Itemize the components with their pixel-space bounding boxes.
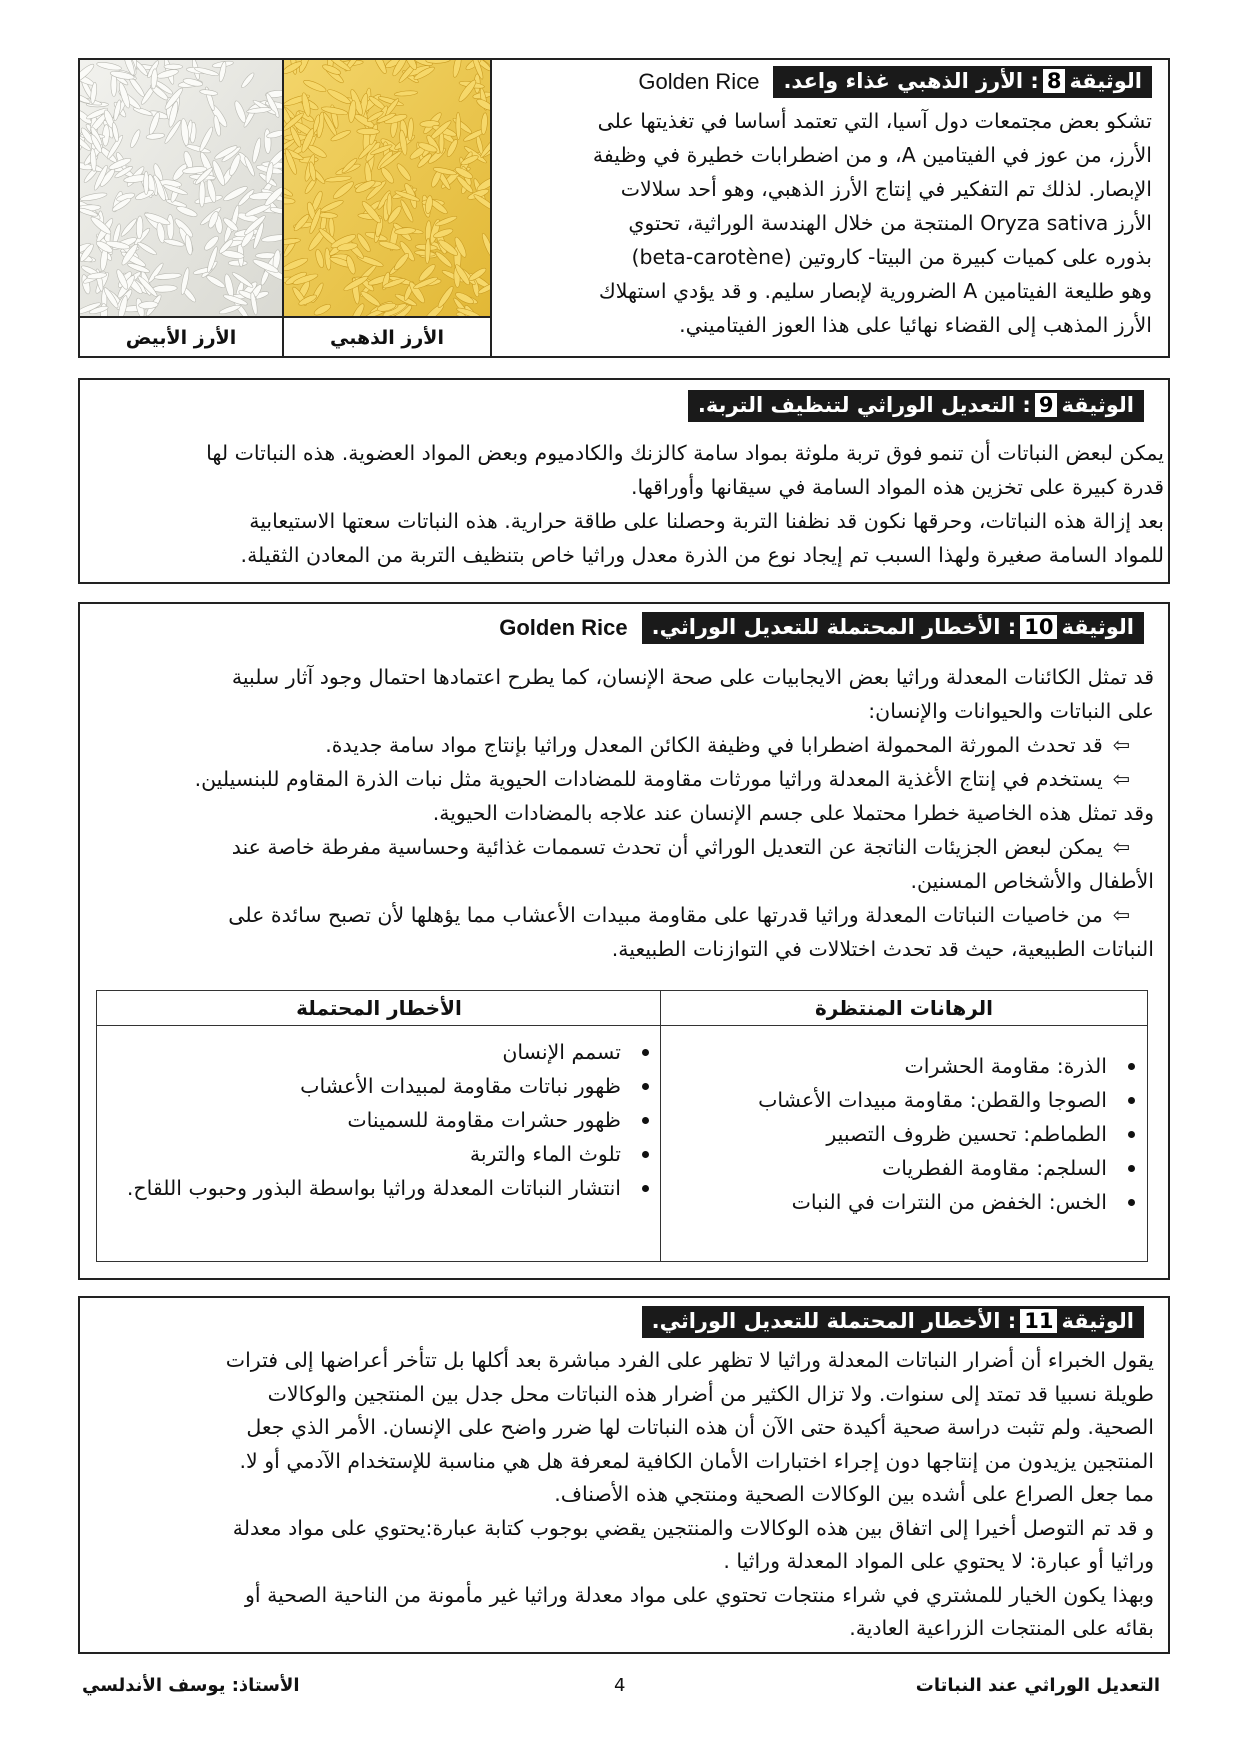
doc10-title-latin: Golden Rice [499, 615, 628, 640]
doc8-title [638, 66, 1152, 98]
text-line: الأرز، من عوز في الفيتامين A، و من اضطرابات خطيرة في وظيفة [592, 143, 1152, 167]
text-line: طويلة نسبيا قد تمتد إلى سنوات. ولا تزال الكثير من أضرار هذه النباتات محل جدل بين المنتجين والوكالات [267, 1381, 1154, 1406]
document-10 [78, 602, 1170, 1280]
text-line: بعد إزالة هذه النباتات، وحرقها نكون قد نظفنا التربة وحصلنا على طاقة حرارية. هذه النباتات سعتها الاستيعابية [249, 509, 1164, 533]
list-item: الطماطم: تحسين ظروف التصبير [671, 1117, 1107, 1151]
doc10-title [499, 612, 1144, 644]
rice-images-panel [80, 60, 490, 356]
doc10-title-bar: الوثيقة10: الأخطار المحتملة للتعديل الوراثي. [642, 612, 1144, 644]
list-item: ظهور حشرات مقاومة للسمينات [107, 1103, 621, 1137]
text-line: و قد تم التوصل أخيرا إلى اتفاق بين هذه الوكالات والمنتجين يقضي بوجوب كتابة عبارة:يحتوي على مواد معدلة [232, 1515, 1154, 1540]
text-line: مما جعل الصراع على أشده بين الوكالات الصحية ومنتجي هذه الأصناف. [554, 1482, 1154, 1506]
text-line: يقول الخبراء أن أضرار النباتات المعدلة وراثيا لا تظهر على الفرد مباشرة بعد أكلها بل تتأخر أعراضها إلى فترات [225, 1348, 1154, 1372]
risk-point: ⇦يمكن لبعض الجزيئات الناتجة عن التعديل الوراثي أن تحدث تسممات غذائية وحساسية مفرطة خاصة عند [231, 835, 1130, 859]
text-line: قدرة كبيرة على تخزين هذه المواد السامة في سيقانها وأوراقها. [630, 475, 1164, 499]
golden-rice-image [284, 60, 490, 316]
doc11-title-bar: الوثيقة11: الأخطار المحتملة للتعديل الوراثي. [642, 1306, 1144, 1338]
list-item: الذرة: مقاومة الحشرات [671, 1049, 1107, 1083]
list-item: الخس: الخفض من النترات في النبات [671, 1185, 1107, 1219]
text-line: تشكو بعض مجتمعات دول آسيا، التي تعتمد أساسا في تغذيتها على [597, 109, 1152, 133]
text-line: للمواد السامة صغيرة ولهذا السبب تم إيجاد نوع من الذرة معدل وراثيا خاص بتنظيف التربة من المعادن الثقيلة. [240, 543, 1164, 567]
document-8 [78, 58, 1170, 358]
rice-grain [387, 193, 392, 215]
text-line: وقد تمثل هذه الخاصية خطرا محتملا على جسم الإنسان عند علاجه بالمضادات الحيوية. [432, 801, 1154, 825]
risk-point: ⇦من خاصيات النباتات المعدلة وراثيا قدرتها على مقاومة مبيدات الأعشاب مما يؤهلها لأن تصبح سائدة على [228, 903, 1130, 927]
text-line: المنتجين يزيدون من إنتاجها دون إجراء اختبارات الأمان الكافية لمعرفة هل هي مناسبة للإستخدام الآدمي أو لا. [239, 1448, 1154, 1473]
rice-grain [357, 128, 380, 135]
rice-grain [199, 180, 205, 207]
risks-list [97, 1035, 661, 1205]
list-item: ظهور نباتات مقاومة لمبيدات الأعشاب [107, 1069, 621, 1103]
text-line: الإبصار. لذلك تم التفكير في إنتاج الأرز الذهبي، وهو أحد سلالات [620, 177, 1152, 201]
risk-point: ⇦يستخدم في إنتاج الأغذية المعدلة وراثيا مورثات مقاومة للمضادات الحيوية مثل نبات الذرة المقاوم للبنسيلين. [194, 767, 1130, 791]
doc9-text [82, 436, 1164, 572]
risk-point: ⇦قد تحدث المورثة المحمولة اضطرابا في وظيفة الكائن المعدل وراثيا بإنتاج مواد سامة جديدة. [325, 733, 1130, 757]
text-line: الصحية. ولم تثبت دراسة صحية أكيدة حتى الآن أن هذه النباتات لها ضرر واضح على الإنسان. الأمر الذي جعل [246, 1415, 1154, 1439]
text-line: الأطفال والأشخاص المسنين. [910, 869, 1154, 893]
rice-grain [164, 64, 183, 69]
document-9 [78, 378, 1170, 584]
white-rice-caption: الأرز الأبيض [80, 316, 282, 358]
risks-column [97, 991, 661, 1261]
doc10-text [94, 660, 1154, 966]
rice-grain [144, 171, 149, 194]
text-line: يمكن لبعض النباتات أن تنمو فوق تربة ملوثة بمواد سامة كالزنك والكادميوم وبعض المواد العضوية. هذه النباتات لها [206, 441, 1164, 465]
list-item: انتشار النباتات المعدلة وراثيا بواسطة البذور وحبوب اللقاح. [107, 1171, 621, 1205]
stakes-column [660, 991, 1147, 1261]
doc9-title [688, 390, 1144, 422]
list-item: الصوجا والقطن: مقاومة مبيدات الأعشاب [671, 1083, 1107, 1117]
text-line: بقائه على المنتجات الزراعية العادية. [849, 1616, 1154, 1640]
text-line: وهو طليعة الفيتامين A الضرورية لإبصار سليم. و قد يؤدي استهلاك [598, 279, 1152, 303]
stakes-risks-table [96, 990, 1148, 1262]
rice-grain [228, 260, 247, 266]
stakes-header: الرهانات المنتظرة [661, 991, 1147, 1026]
text-line: الأرز Oryza sativa المنتجة من خلال الهندسة الوراثية، تحتوي [628, 211, 1152, 235]
doc9-title-bar: الوثيقة9: التعديل الوراثي لتنظيف التربة. [688, 390, 1144, 422]
footer-subject: التعديل الوراثي عند النباتات [915, 1675, 1160, 1696]
text-line: وراثيا أو عبارة: لا يحتوي على المواد المعدلة وراثيا . [723, 1549, 1154, 1573]
doc8-title-latin: Golden Rice [638, 69, 760, 94]
footer-teacher: الأستاذ: يوسف الأندلسي [82, 1675, 300, 1696]
doc11-title [642, 1306, 1144, 1338]
golden-rice-caption: الأرز الذهبي [284, 316, 490, 358]
text-line: على النباتات والحيوانات والإنسان: [868, 699, 1154, 723]
document-11 [78, 1296, 1170, 1654]
list-item: تسمم الإنسان [107, 1035, 621, 1069]
text-line: النباتات الطبيعية، حيث قد تحدث اختلالات في التوازنات الطبيعية. [611, 937, 1154, 961]
text-line: بذوره على كميات كبيرة من البيتا- كاروتين (beta-carotène) [631, 245, 1152, 269]
footer-page-number: 4 [614, 1675, 626, 1696]
list-item: تلوث الماء والتربة [107, 1137, 621, 1171]
text-line: وبهذا يكون الخيار للمشتري في شراء منتجات تحتوي على مواد معدلة وراثيا غير مأمونة من الناحية الصحية أو [244, 1582, 1154, 1607]
text-line: الأرز المذهب إلى القضاء نهائيا على هذا العوز الفيتاميني. [679, 313, 1152, 337]
doc8-title-bar: الوثيقة8: الأرز الذهبي غذاء واعد. [773, 66, 1152, 98]
text-line: قد تمثل الكائنات المعدلة وراثيا بعض الايجابيات على صحة الإنسان، كما يطرح اعتمادها احتمال وجود آثار سلبية [231, 665, 1154, 689]
risks-header: الأخطار المحتملة [97, 991, 661, 1026]
doc8-text [504, 104, 1152, 342]
stakes-list [661, 1049, 1147, 1219]
list-item: السلجم: مقاومة الفطريات [671, 1151, 1107, 1185]
white-rice-image [80, 60, 282, 316]
rice-grain [167, 214, 174, 240]
doc11-text [94, 1344, 1154, 1646]
